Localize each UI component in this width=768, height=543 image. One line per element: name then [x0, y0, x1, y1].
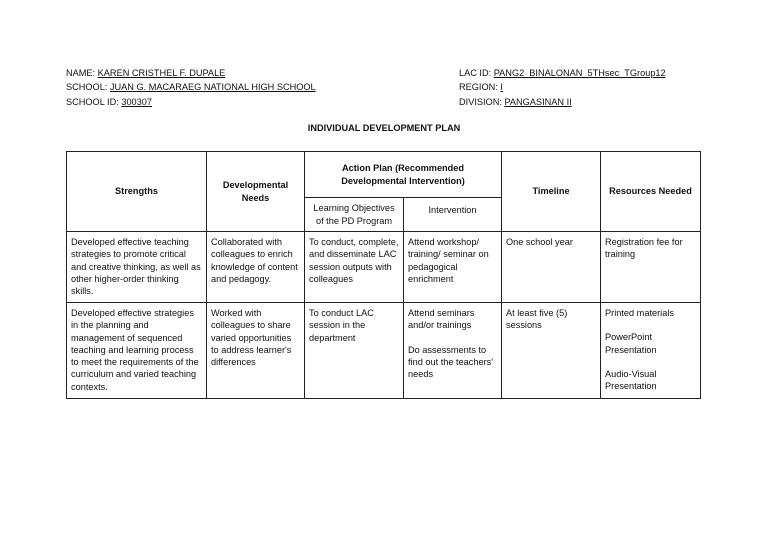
school-id-label: SCHOOL ID:: [66, 96, 119, 107]
row1-timeline: One school year: [502, 232, 601, 303]
row1-intervention: Attend workshop/ training/ seminar on pedagogical enrichment: [404, 232, 502, 303]
row2-need: Worked with colleagues to share varied opportunities to address learner's differences: [207, 303, 305, 399]
row2-intervention-a: Attend seminars and/or trainings: [408, 308, 475, 331]
school-label: SCHOOL:: [66, 82, 108, 93]
school-line: [66, 80, 316, 94]
table-header-row: [67, 152, 701, 198]
header-strengths: Strengths: [67, 152, 207, 232]
row2-resource-a: Printed materials: [605, 308, 674, 318]
row1-objective: To conduct, complete, and disseminate LAC session outputs with colleagues: [305, 232, 404, 303]
school-id-value: 300307: [121, 96, 152, 107]
development-plan-table: [66, 151, 701, 399]
header-left-block: [66, 66, 316, 109]
row2-strength: Developed effective strategies in the planning and management of sequenced teaching and learning process to meet the requirements of the curriculum and varied teaching contexts.: [67, 303, 207, 399]
header-right-block: [459, 66, 666, 109]
region-label: REGION:: [459, 82, 498, 93]
header-timeline: Timeline: [502, 152, 601, 232]
row2-resources-cell: [601, 303, 701, 399]
row2-resource-b: PowerPoint Presentation: [605, 332, 657, 355]
region-value: I: [500, 82, 503, 93]
document-title: INDIVIDUAL DEVELOPMENT PLAN: [307, 123, 461, 133]
lac-id-value: PANG2_BINALONAN_5THsec_TGroup12: [493, 68, 666, 78]
region-line: [459, 80, 666, 94]
header-action-plan: Action Plan (Recommended Developmental Intervention): [305, 152, 502, 198]
lac-id-line: [459, 66, 666, 80]
header-resources-needed: Resources Needed: [601, 152, 701, 232]
lac-id-label: LAC ID:: [459, 68, 492, 78]
header-intervention: Intervention: [404, 198, 502, 232]
table-row: [67, 303, 701, 399]
row2-intervention-cell: [404, 303, 502, 399]
row2-timeline: At least five (5) sessions: [502, 303, 601, 399]
name-line: [66, 66, 316, 80]
school-id-line: [66, 95, 316, 109]
division-line: [459, 95, 666, 109]
row2-intervention-b: Do assessments to find out the teachers' needs: [408, 344, 494, 380]
row1-strength: Developed effective teaching strategies to promote critical and creative thinking, as well as other higher-order thinking skills.: [67, 232, 207, 303]
division-value: PANGASINAN II: [504, 96, 572, 107]
division-label: DIVISION:: [459, 96, 502, 107]
header-developmental-needs: Developmental Needs: [207, 152, 305, 232]
name-label: NAME:: [66, 68, 96, 78]
header-learning-objectives: Learning Objectives of the PD Program: [305, 198, 404, 232]
row1-resources: Registration fee for training: [601, 232, 701, 303]
row1-need: Collaborated with colleagues to enrich knowledge of content and pedagogy.: [207, 232, 305, 303]
name-value: KAREN CRISTHEL F. DUPALE: [97, 68, 226, 78]
row2-objective: To conduct LAC session in the department: [305, 303, 404, 399]
row2-resource-c: Audio-Visual Presentation: [605, 368, 657, 392]
school-value: JUAN G. MACARAEG NATIONAL HIGH SCHOOL: [109, 82, 316, 93]
table-row: [67, 232, 701, 303]
